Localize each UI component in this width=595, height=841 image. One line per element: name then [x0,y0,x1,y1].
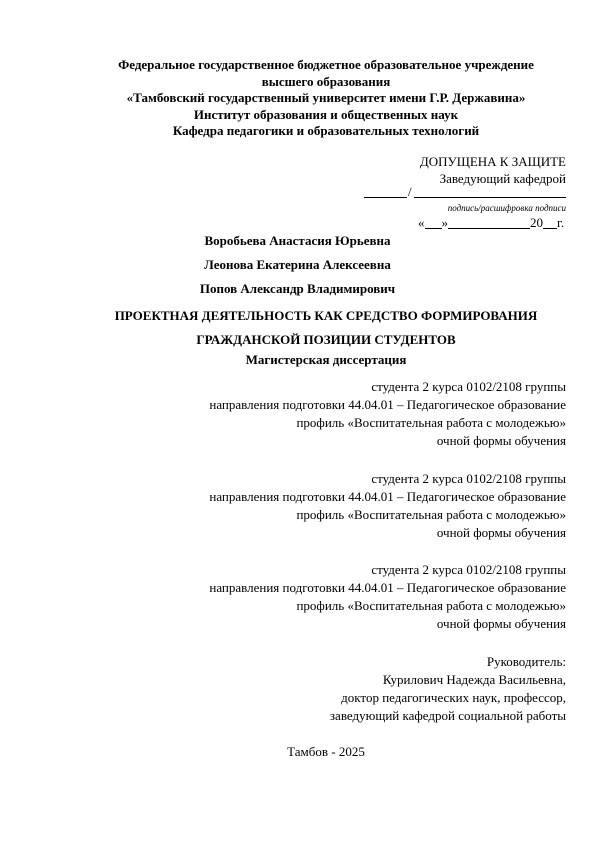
header-line: Федеральное государственное бюджетное образовательное учреждение [118,57,534,72]
student-profile: профиль «Воспитательная работа с молодежью» [296,598,566,613]
thesis-type: Магистерская диссертация [245,352,407,367]
signature-blank [364,197,407,198]
student-form: очной формы обучения [436,525,566,540]
supervisor-label: Руководитель: [486,654,566,669]
institution-header [60,57,592,140]
supervisor-degree: доктор педагогических наук, профессор, [341,690,566,705]
supervisor-position: заведующий кафедрой социальной работы [329,708,566,723]
signature-line [364,186,566,204]
title-line: ГРАЖДАНСКОЙ ПОЗИЦИИ СТУДЕНТОВ [196,331,456,347]
supervisor-block [146,653,566,725]
signature-caption: подпись/расшифровка подписи [447,203,566,213]
signature-slash: / [408,184,412,199]
student-course: студента 2 курса 0102/2108 группы [371,562,566,577]
student-form: очной формы обучения [436,616,566,631]
approval-block [306,153,566,187]
student-direction: направления подготовки 44.04.01 – Педагогическое образование [209,580,566,595]
student-course: студента 2 курса 0102/2108 группы [371,379,566,394]
title-line: ПРОЕКТНАЯ ДЕЯТЕЛЬНОСТЬ КАК СРЕДСТВО ФОРМИРОВАНИЯ [114,308,538,323]
student-form: очной формы обучения [436,433,566,448]
approval-date-line [418,215,564,231]
student-direction: направления подготовки 44.04.01 – Педагогическое образование [209,397,566,412]
student-direction: направления подготовки 44.04.01 – Педагогическое образование [209,489,566,504]
student-info [146,470,566,542]
day-blank [425,215,442,229]
student-profile: профиль «Воспитательная работа с молодежью» [296,415,566,430]
year-suffix: г. [557,215,565,230]
header-line: «Тамбовский государственный университет имени Г.Р. Державина» [126,90,526,106]
student-info [146,561,566,633]
date-quote-open: « [418,215,425,230]
header-line: высшего образования [261,73,391,89]
author-name: Попов Александр Владимирович [199,281,396,296]
year-blank [543,215,557,229]
header-line: Институт образования и общественных наук [193,106,459,122]
thesis-title [0,304,595,351]
approval-title: ДОПУЩЕНА К ЗАЩИТЕ [419,154,566,169]
approval-role: Заведующий кафедрой [439,171,566,186]
date-quote-close: » [441,215,448,230]
header-line: Кафедра педагогики и образовательных технологий [172,123,480,139]
student-course: студента 2 курса 0102/2108 группы [371,471,566,486]
author-name: Леонова Екатерина Алексеевна [204,257,391,272]
supervisor-name: Курилович Надежда Васильевна, [382,672,566,687]
month-blank [448,215,530,229]
city-year: Тамбов - 2025 [287,744,365,759]
student-profile: профиль «Воспитательная работа с молодежью» [296,507,566,522]
student-info [146,378,566,450]
author-name: Воробьева Анастасия Юрьевна [204,233,391,248]
year-prefix: 20 [530,215,543,230]
signature-name-blank [414,197,566,198]
